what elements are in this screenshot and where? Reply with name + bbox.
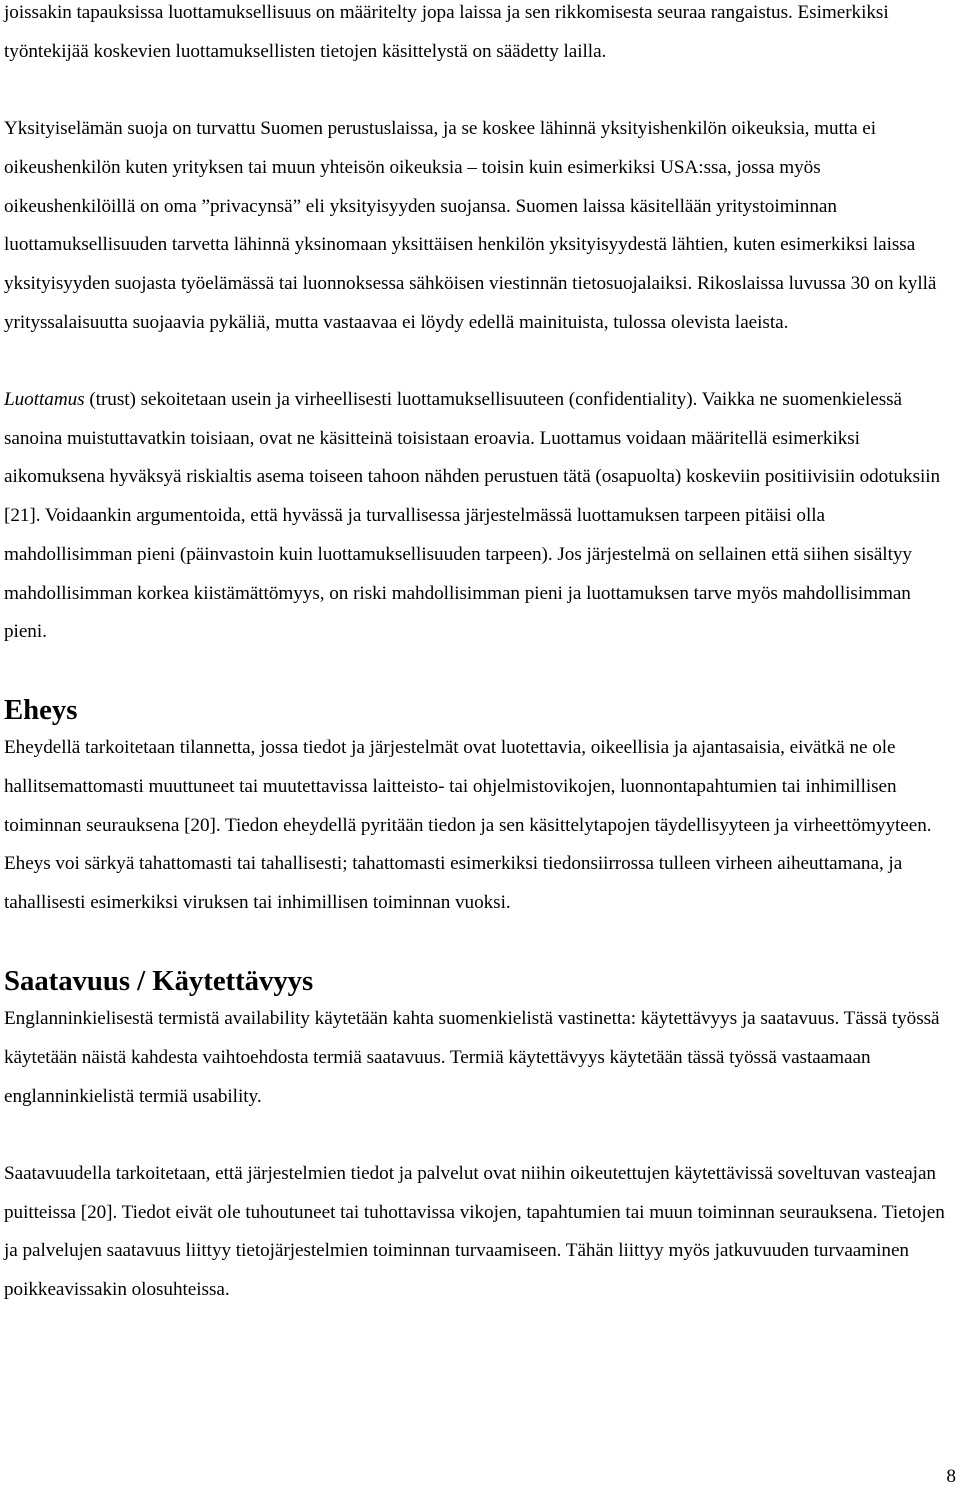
paragraph-gap [4, 923, 954, 962]
integrity-heading: Eheys [4, 693, 78, 726]
trust-term: Luottamus [4, 389, 85, 410]
availability-heading: Saatavuus / Käytettävyys [4, 964, 314, 997]
intro-paragraph: joissakin tapauksissa luottamuksellisuus on määritelty jopa laissa ja sen rikkomisesta seuraa rangaistus. Esimerkiksi työntekijää koskevien luottamuksellisten tietojen käsittelystä on säädetty lailla. [4, 2, 889, 62]
document-page [4, 0, 954, 1310]
privacy-paragraph: Yksityiselämän suoja on turvattu Suomen perustuslaissa, ja se koskee lähinnä yksityishenkilön oikeuksia, mutta ei oikeushenkilön kuten yrityksen tai muun yhteisön oikeuksia – toisin kuin esimerkiksi USA:ssa, jossa myös oikeushenkilöillä on oma ”privacynsä” eli yksityisyyden suojansa. Suomen laissa käsitellään yritystoiminnan luottamuksellisuuden tarvetta lähinnä yksinomaan yksittäisen henkilön yksityisyydestä lähtien, kuten esimerkiksi laissa yksityisyyden suojasta työelämässä tai luonnoksessa sähköisen viestinnän tietosuojalaiksi. Rikoslaissa luvussa 30 on kyllä yrityssalaisuutta suojaavia pykäliä, mutta vastaavaa ei löydy edellä mainituista, tulossa olevista laeista. [4, 118, 937, 333]
trust-paragraph-text: (trust) sekoitetaan usein ja virheellisesti luottamuksellisuuteen (confidentiality). Vaikka ne suomenkielessä sanoina muistuttavatkin toisiaan, ovat ne käsitteinä toisistaan eroavia. Luottamus voidaan määritellä esimerkiksi aikomuksena hyväksyä riskialtis asema toiseen tahoon nähden perustuen tätä (osapuolta) koskeviin positiivisiin odotuksiin [21]. Voidaankin argumentoida, että hyvässä ja turvallisessa järjestelmässä luottamuksen tarpeen pitäisi olla mahdollisimman pieni (päinvastoin kuin luottamuksellisuuden tarpeen). Jos järjestelmä on sellainen että siihen sisältyy mahdollisimman korkea kiistämättömyys, on riski mahdollisimman pieni ja luottamuksen tarve myös mahdollisimman pieni. [4, 389, 941, 643]
integrity-paragraph: Eheydellä tarkoitetaan tilannetta, jossa tiedot ja järjestelmät ovat luotettavia, oikeellisia ja ajantasaisia, eivätkä ne ole hallitsemattomasti muuttuneet tai muutettavissa laitteisto- tai ohjelmistovikojen, luonnontapahtumien tai inhimillisen toiminnan seurauksena [20]. Tiedon eheydellä pyritään tiedon ja sen käsittelytapojen täydellisyyteen ja virheettömyyteen. Eheys voi särkyä tahattomasti tai tahallisesti; tahattomasti esimerkiksi tiedonsiirrossa tulleen virheen aiheuttamana, ja tahallisesti esimerkiksi viruksen tai inhimillisen toiminnan vuoksi. [4, 737, 932, 914]
paragraph-gap [4, 71, 954, 110]
paragraph-gap [4, 342, 954, 381]
trust-paragraph [4, 381, 954, 652]
availability-paragraph-1: Englanninkielisestä termistä availability käytetään kahta suomenkielistä vastinetta: käytettävyys ja saatavuus. Tässä työssä käytetään näistä kahdesta vaihtoehdosta termiä saatavuus. Termiä käytettävyys käytetään tässä työssä vastaamaan englanninkielistä termiä usability. [4, 1008, 940, 1107]
paragraph-gap [4, 1116, 954, 1155]
page-number: 8 [946, 1466, 956, 1487]
paragraph-gap [4, 652, 954, 691]
availability-paragraph-2: Saatavuudella tarkoitetaan, että järjestelmien tiedot ja palvelut ovat niihin oikeutettujen käytettävissä soveltuvan vasteajan puitteissa [20]. Tiedot eivät ole tuhoutuneet tai tuhottavissa vikojen, tapahtumien tai muun toiminnan seurauksena. Tietojen ja palvelujen saatavuus liittyy tietojärjestelmien toiminnan turvaamiseen. Tähän liittyy myös jatkuvuuden turvaaminen poikkeavissakin olosuhteissa. [4, 1163, 945, 1301]
